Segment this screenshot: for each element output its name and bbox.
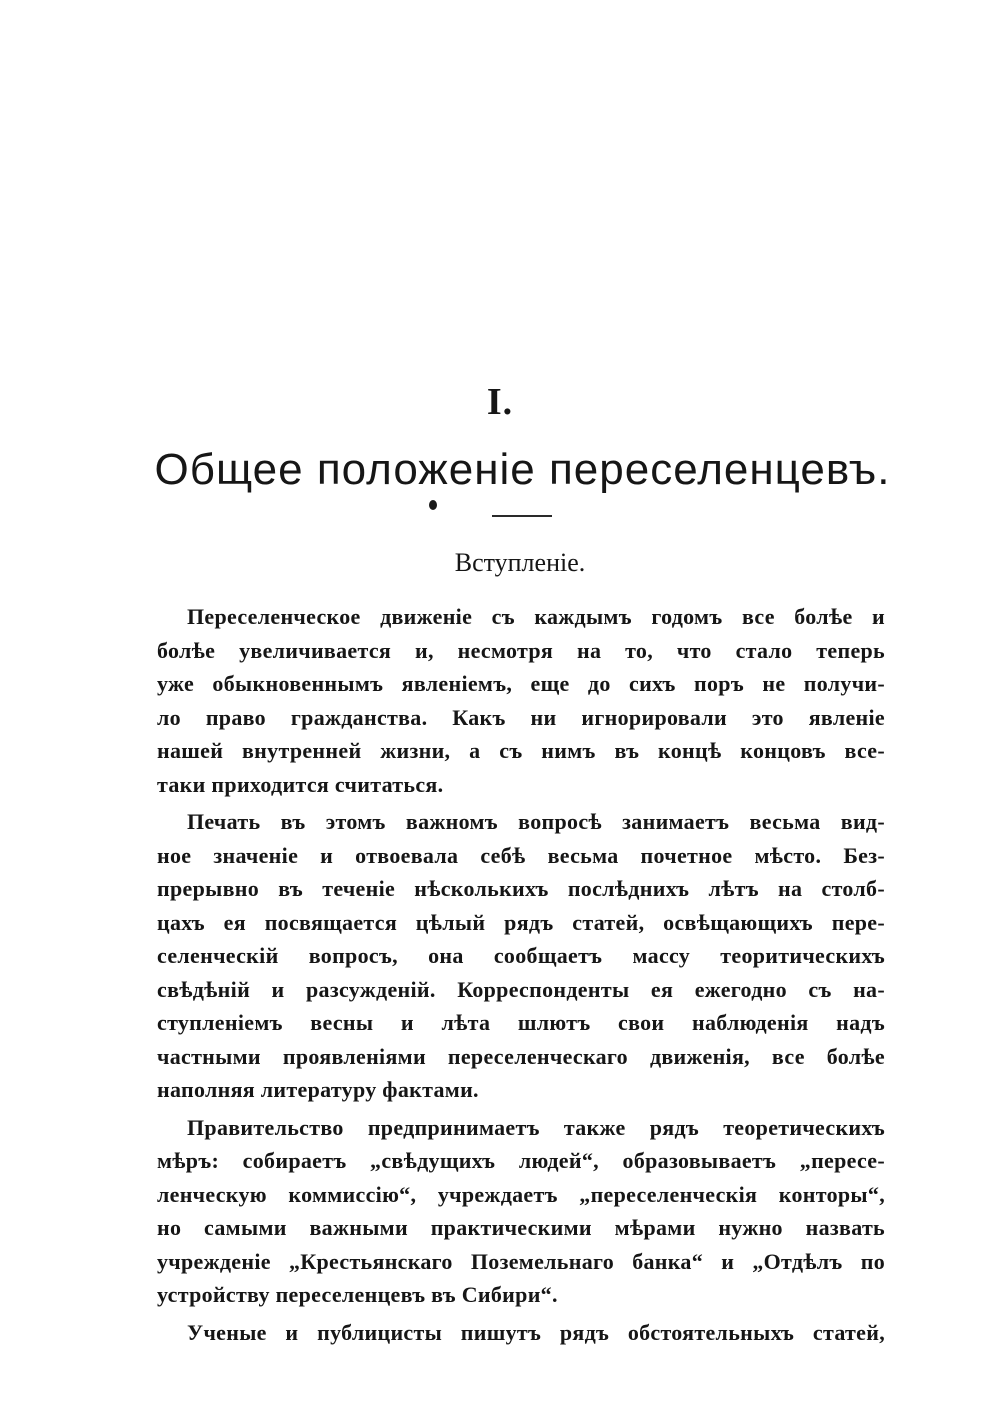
paragraph-4: [157, 1316, 885, 1350]
text-line: Ученые и публицисты пишутъ рядъ обстоятельныхъ статей,: [187, 1319, 885, 1345]
text-line: нашей внутренней жизни, а съ нимъ въ концѣ концовъ все-: [157, 738, 885, 763]
text-line: Переселенческое движеніе съ каждымъ годомъ все болѣе и: [187, 604, 885, 629]
text-line: мѣръ: собираетъ „свѣдущихъ людей“, образовываетъ „пересе-: [157, 1148, 885, 1173]
text-line: ло право гражданства. Какъ ни игнорировали это явленіе: [157, 704, 885, 730]
chapter-title: Общее положеніе переселенцевъ.: [154, 445, 891, 494]
text-line: прерывно въ теченіе нѣсколькихъ послѣднихъ лѣтъ на столб-: [157, 876, 885, 901]
section-title: Вступленіе.: [454, 548, 586, 577]
chapter-number: I.: [486, 381, 514, 423]
text-line: болѣе увеличивается и, несмотря на то, что стало теперь: [157, 637, 885, 663]
text-line: ное значеніе и отвоевала себѣ весьма почетное мѣсто. Без-: [157, 842, 885, 868]
text-line: учрежденіе „Крестьянскаго Поземельнаго банка“ и „Отдѣлъ по: [157, 1248, 885, 1274]
text-line: свѣдѣній и разсужденій. Корреспонденты ея ежегодно съ на-: [157, 976, 885, 1002]
text-line: цахъ ея посвящается цѣлый рядъ статей, освѣщающихъ пере-: [157, 909, 885, 935]
text-line: таки приходится считаться.: [157, 771, 444, 797]
text-line: уже обыкновеннымъ явленіемъ, еще до сихъ поръ не получи-: [157, 671, 885, 696]
text-line: Печать въ этомъ важномъ вопросѣ занимаетъ весьма вид-: [187, 809, 885, 834]
paragraph-2: [157, 805, 885, 1107]
text-line: ленческую коммиссію“, учреждаетъ „переселенческія конторы“,: [157, 1181, 885, 1207]
ink-dot: [429, 500, 437, 510]
text-line: устройству переселенцевъ въ Сибири“.: [157, 1282, 558, 1307]
paragraph-3: [157, 1111, 885, 1312]
text-line: Правительство предпринимаетъ также рядъ теоретическихъ: [187, 1114, 885, 1140]
paragraph-1: [157, 600, 885, 801]
text-line: но самыми важными практическими мѣрами нужно назвать: [157, 1215, 885, 1240]
text-line: частными проявленіями переселенческаго движенія, все болѣе: [157, 1043, 885, 1069]
title-divider: [492, 515, 552, 517]
text-line: наполняя литературу фактами.: [157, 1077, 479, 1102]
text-line: селенческій вопросъ, она сообщаетъ массу теоритическихъ: [157, 943, 885, 968]
body-text: [157, 600, 885, 1353]
text-line: ступленіемъ весны и лѣта шлютъ свои наблюденія надъ: [157, 1010, 885, 1035]
